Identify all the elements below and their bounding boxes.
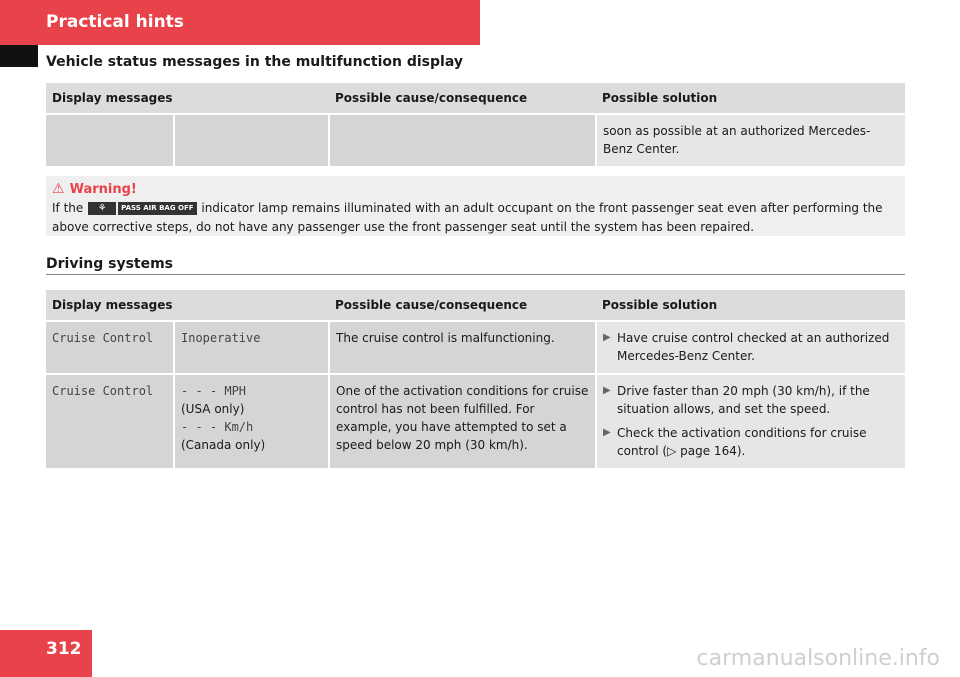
- bullet-arrow-icon: ▶: [603, 332, 611, 343]
- warning-heading-text: Warning!: [69, 182, 137, 197]
- col-header-solution: Possible solution: [596, 83, 905, 114]
- cell-empty: [174, 114, 329, 167]
- cell-solution: [596, 321, 905, 374]
- col-header-cause: Possible cause/consequence: [329, 290, 596, 321]
- col-header-solution: Possible solution: [596, 290, 905, 321]
- warning-text-before: If the: [52, 201, 84, 215]
- table-header-row: [46, 290, 905, 321]
- chapter-header: [0, 0, 480, 45]
- table-row: [46, 114, 905, 167]
- table-row: [46, 321, 905, 374]
- col-header-cause: Possible cause/consequence: [329, 83, 596, 114]
- col-header-display-messages: Display messages: [46, 83, 329, 114]
- message-mph: - - - MPH: [181, 384, 247, 398]
- solution-item: [603, 382, 899, 418]
- solution-item: [603, 424, 899, 460]
- cell-empty: [46, 114, 174, 167]
- section-title-driving-systems: Driving systems: [46, 256, 174, 272]
- col-header-display-messages: Display messages: [46, 290, 329, 321]
- section-divider: [46, 274, 905, 275]
- cell-cause: One of the activation conditions for cruise control has not been fulfilled. For example, you have attempted to set a speed below 20 mph (30 km/h).: [329, 374, 596, 469]
- pass-air-bag-off-lamp-icon: PASS AIR BAG OFF: [118, 202, 196, 215]
- page-number: 312: [46, 639, 82, 659]
- cell-cause: The cruise control is malfunctioning.: [329, 321, 596, 374]
- seat-occupant-icon: ⚘: [88, 202, 116, 215]
- cell-empty: [329, 114, 596, 167]
- bullet-arrow-icon: ▶: [603, 427, 611, 438]
- bullet-arrow-icon: ▶: [603, 385, 611, 396]
- cell-message-1: Cruise Control: [46, 374, 174, 469]
- table-header-row: [46, 83, 905, 114]
- section-title-status-messages: Vehicle status messages in the multifunction display: [46, 54, 463, 70]
- cell-message-2: [174, 374, 329, 469]
- cell-message-2: Inoperative: [174, 321, 329, 374]
- page-number-tab: [0, 630, 92, 677]
- watermark: carmanualsonline.info: [696, 646, 940, 671]
- cell-solution: [596, 374, 905, 469]
- warning-text-after: indicator lamp remains illuminated with an adult occupant on the front passenger seat even after performing the above corrective steps, do not have any passenger use the front passenger seat until the system has been repaired.: [52, 201, 883, 234]
- warning-text: [52, 199, 899, 237]
- solution-text: Have cruise control checked at an authorized Mercedes-Benz Center.: [617, 331, 890, 363]
- warning-box: [46, 176, 905, 236]
- message-mph-note: (USA only): [181, 402, 245, 416]
- solution-text: Check the activation conditions for cruise control (▷ page 164).: [617, 426, 867, 458]
- driving-systems-table: [46, 290, 905, 470]
- status-messages-table: [46, 83, 905, 168]
- chapter-title: Practical hints: [46, 12, 184, 32]
- cell-solution: soon as possible at an authorized Mercedes-Benz Center.: [596, 114, 905, 167]
- solution-text: Drive faster than 20 mph (30 km/h), if the situation allows, and set the speed.: [617, 384, 870, 416]
- header-tab-decoration: [0, 45, 38, 67]
- warning-triangle-icon: ⚠: [52, 181, 65, 197]
- message-kmh: - - - Km/h: [181, 420, 254, 434]
- table-row: [46, 374, 905, 469]
- cell-message-1: Cruise Control: [46, 321, 174, 374]
- message-kmh-note: (Canada only): [181, 438, 266, 452]
- warning-heading: [52, 180, 899, 199]
- solution-item: [603, 329, 899, 365]
